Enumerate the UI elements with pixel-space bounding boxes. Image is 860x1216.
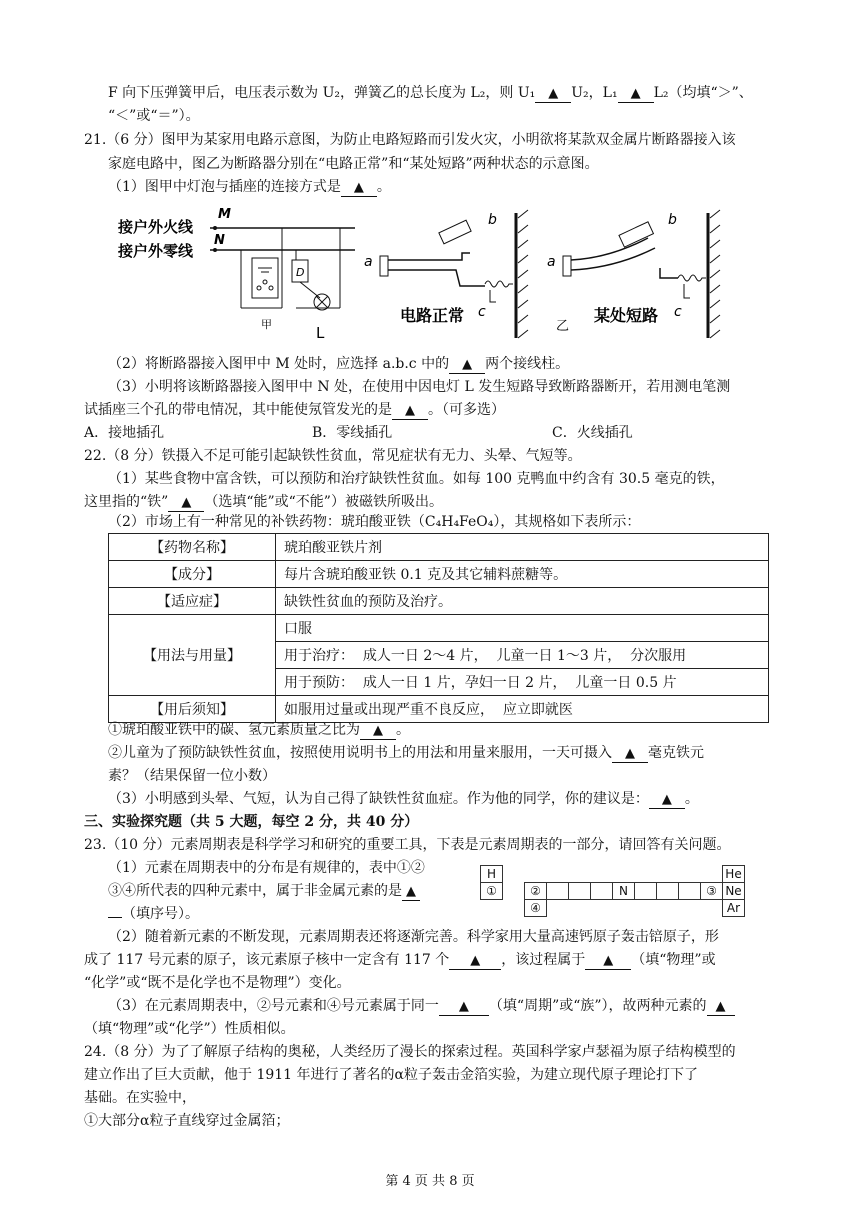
- table-value: 用于治疗： 成人一日 2～4 片， 儿童一日 1～3 片， 分次服用: [276, 642, 769, 669]
- option-a[interactable]: A．接地插孔: [84, 425, 165, 441]
- q20-text: L₂（均填“＞”、: [653, 85, 753, 101]
- q22-part1b-text: 这里指的“铁”: [84, 494, 169, 510]
- q21-part2-end: 两个接线柱。: [485, 356, 570, 372]
- answer-blank[interactable]: ▲: [168, 495, 204, 512]
- answer-blank[interactable]: ▲: [439, 999, 489, 1016]
- answer-blank[interactable]: ▲: [612, 746, 648, 763]
- q24-line2: 建立作出了巨大贡献，他于 1911 年进行了著名的α粒子轰击金箔实验，为建立现代原子理论打下了: [84, 1067, 698, 1083]
- answer-blank[interactable]: ▲: [449, 357, 485, 374]
- table-key: 【药物名称】: [109, 534, 276, 561]
- q22-sub1-text: ①琥珀酸亚铁中的碳、氢元素质量之比为: [108, 722, 360, 738]
- q23-part1a: （1）元素在周期表中的分布是有规律的，表中①②: [108, 860, 425, 876]
- q22-part3: [108, 789, 699, 809]
- q22-sub2a: [108, 743, 704, 763]
- table-key: 【用法与用量】: [109, 615, 276, 696]
- q21-part3a: （3）小明将该断路器接入图甲中 N 处，在使用中因电灯 L 发生短路导致断路器断开，若用测电笔测: [108, 379, 731, 395]
- element-cell: Ar: [723, 900, 745, 917]
- b-label-2: b: [668, 212, 677, 228]
- element-cell: H: [481, 866, 503, 883]
- answer-blank[interactable]: ▲: [585, 953, 631, 970]
- q22-part1b-end: （选填“能”或“不能”）被磁铁所吸出。: [204, 494, 443, 510]
- q24-line1: 24.（8 分）为了了解原子结构的奥秘，人类经历了漫长的探索过程。英国科学家卢瑟福为原子结构模型的: [84, 1044, 736, 1060]
- answer-blank[interactable]: ▲: [341, 180, 377, 197]
- element-cell: ②: [525, 883, 547, 900]
- q24-line3: 基础。在实验中，: [84, 1090, 196, 1106]
- c-label-1: c: [478, 304, 486, 320]
- lamp-L-label: L: [316, 324, 325, 342]
- live-wire-label: 接户外火线: [118, 218, 194, 236]
- q22-part3-text: （3）小明感到头晕、气短，认为自己得了缺铁性贫血症。作为他的同学，你的建议是：: [108, 791, 649, 807]
- option-b[interactable]: B．零线插孔: [312, 425, 393, 441]
- q22-part3-end: 。: [684, 791, 699, 807]
- q23-part3a-text: （3）在元素周期表中，②号元素和④号元素属于同一: [108, 998, 439, 1014]
- b-label-1: b: [488, 212, 497, 228]
- table-key: 【适应症】: [109, 588, 276, 615]
- q23-part2b: [84, 950, 716, 970]
- yi-label: 乙: [556, 319, 570, 334]
- q20-line2: “＜”或“＝”）。: [108, 108, 200, 124]
- q23-part2a: （2）随着新元素的不断发现，元素周期表还将逐渐完善。科学家用大量高速钙原子轰击锫原子，形: [108, 929, 719, 945]
- q22-sub2a-text: ②儿童为了预防缺铁性贫血，按照使用说明书上的用法和用量来服用，一天可摄入: [108, 745, 612, 761]
- short-label: 某处短路: [594, 306, 659, 325]
- answer-blank[interactable]: ▲: [649, 792, 685, 809]
- q22-stem: 22.（8 分）铁摄入不足可能引起缺铁性贫血，常见症状有无力、头晕、气短等。: [84, 448, 582, 464]
- q23-part2b-end: （填“物理”或: [631, 952, 716, 968]
- q22-sub1-end: 。: [396, 722, 410, 738]
- table-value: 用于预防： 成人一日 1 片，孕妇一日 2 片， 儿童一日 0.5 片: [276, 669, 769, 696]
- element-cell: ①: [481, 883, 503, 900]
- element-cell: Ne: [723, 883, 745, 900]
- q20-line1: [108, 83, 753, 103]
- q23-part3a-mid: （填“周期”或“族”），故两种元素的: [488, 998, 707, 1014]
- q23-part1b-text: ③④所代表的四种元素中，属于非金属元素的是: [108, 883, 402, 899]
- D-label: D: [296, 266, 305, 279]
- section-heading: 三、实验探究题（共 5 大题，每空 2 分，共 40 分）: [84, 814, 419, 830]
- q22-sub2a-end: 毫克铁元: [648, 745, 704, 761]
- a-label-2: a: [547, 254, 556, 270]
- q23-part3a: [108, 996, 735, 1016]
- q21-part3b: [84, 400, 505, 420]
- q22-sub1: [108, 720, 410, 740]
- a-label-1: a: [364, 254, 373, 270]
- q21-stem2: 家庭电路中，图乙为断路器分别在“电路正常”和“某处短路”两种状态的示意图。: [108, 156, 599, 172]
- answer-blank[interactable]: ▲: [392, 403, 428, 420]
- table-value: 每片含琥珀酸亚铁 0.1 克及其它辅料蔗糖等。: [276, 561, 769, 588]
- N-label: N: [214, 233, 225, 248]
- periodic-table-excerpt: [480, 865, 745, 917]
- element-cell: ③: [701, 883, 723, 900]
- q21-part1-text: （1）图甲中灯泡与插座的连接方式是: [108, 179, 341, 195]
- M-label: M: [218, 207, 231, 222]
- q22-sub2b: 素？（结果保留一位小数）: [108, 768, 276, 784]
- q24-line4: ①大部分α粒子直线穿过金属箔；: [84, 1113, 290, 1129]
- answer-blank[interactable]: ▲: [707, 999, 735, 1016]
- q22-part2: （2）市场上有一种常见的补铁药物：琥珀酸亚铁（C₄H₄FeO₄），其规格如下表所示：: [108, 514, 641, 530]
- medicine-table: [108, 533, 769, 723]
- answer-blank[interactable]: ▲: [360, 723, 396, 740]
- neutral-wire-label: 接户外零线: [118, 242, 194, 260]
- element-cell: N: [613, 883, 635, 900]
- q22-part1a: （1）某些食物中富含铁，可以预防和治疗缺铁性贫血。如每 100 克鸭血中约含有 30.5 毫克的铁，: [108, 471, 725, 487]
- table-value: 缺铁性贫血的预防及治疗。: [276, 588, 769, 615]
- q23-part1c-text: （填序号）。: [122, 906, 199, 922]
- q21-part1: [108, 177, 391, 197]
- q21-part2: [108, 354, 569, 374]
- element-cell: ④: [525, 900, 547, 917]
- q23-part1b: [108, 881, 420, 901]
- table-key: 【成分】: [109, 561, 276, 588]
- q22-part1b: [84, 492, 443, 512]
- page-footer: 第 4 页 共 8 页: [385, 1174, 475, 1189]
- answer-blank[interactable]: ▲: [449, 953, 501, 970]
- normal-label: 电路正常: [400, 306, 465, 325]
- q23-part2b-mid: ，该过程属于: [501, 952, 586, 968]
- jia-label: 甲: [261, 318, 272, 331]
- option-c[interactable]: C．火线插孔: [552, 425, 633, 441]
- q21-part3b-end: 。（可多选）: [428, 402, 505, 418]
- q20-text: F 向下压弹簧甲后，电压表示数为 U₂，弹簧乙的总长度为 L₂，则 U₁: [108, 85, 536, 101]
- answer-blank[interactable]: ▲: [618, 86, 654, 103]
- q23-part2c: “化学”或“既不是化学也不是物理”）变化。: [84, 975, 351, 991]
- q23-part3b: （填“物理”或“化学”）性质相似。: [84, 1021, 295, 1037]
- element-cell: He: [723, 866, 745, 883]
- q23-stem: 23.（10 分）元素周期表是科学学习和研究的重要工具，下表是元素周期表的一部分，请回答有关问题。: [84, 837, 731, 853]
- circuit-figure: [0, 198, 860, 348]
- table-key: 【用后须知】: [109, 696, 276, 723]
- q20-text: U₂，L₁: [571, 85, 618, 101]
- q21-part1-end: 。: [376, 179, 391, 195]
- q21-part3b-text: 试插座三个孔的带电情况，其中能使氖管发光的是: [84, 402, 392, 418]
- table-value: 口服: [276, 615, 769, 642]
- q23-part2b-text: 成了 117 号元素的原子，该元素原子核中一定含有 117 个: [84, 952, 450, 968]
- q21-stem1: 21.（6 分）图甲为某家用电路示意图，为防止电路短路而引发火灾，小明欲将某款双金属片断路器接入该: [84, 132, 736, 148]
- q23-part1c: [108, 904, 199, 924]
- table-value: 琥珀酸亚铁片剂: [276, 534, 769, 561]
- c-label-2: c: [674, 304, 682, 320]
- answer-blank[interactable]: ▲: [402, 884, 420, 901]
- answer-blank[interactable]: ▲: [535, 86, 571, 103]
- q21-part2-text: （2）将断路器接入图甲中 M 处时，应选择 a.b.c 中的: [108, 356, 450, 372]
- table-value: 如服用过量或出现严重不良反应， 应立即就医: [276, 696, 769, 723]
